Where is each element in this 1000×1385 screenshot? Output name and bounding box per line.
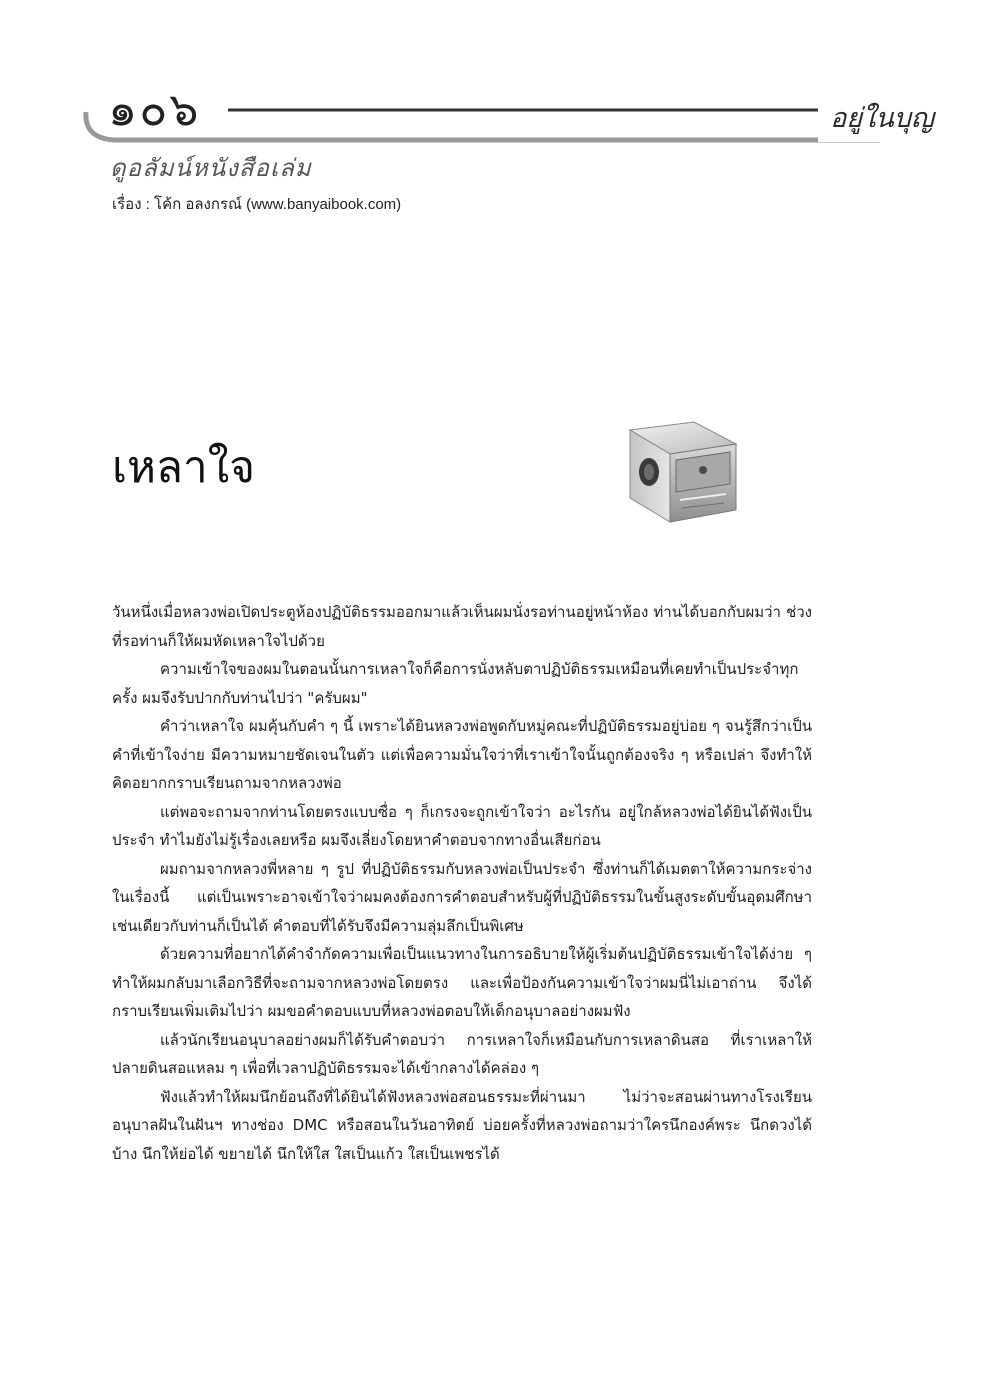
page-header [0,0,1000,213]
article-paragraph: คำว่าเหลาใจ ผมคุ้นกับคำ ๆ นี้ เพราะได้ยินหลวงพ่อพูดกับหมู่คณะที่ปฏิบัติธรรมอยู่บ่อย ๆ จนรู้สึกว่าเป็นคำที่เข้าใจง่าย มีความหมายชัดเจนในตัว แต่เพื่อความมั่นใจว่าที่เราเข้าใจนั้นถูกต้องจริง ๆ หรือเปล่า จึงทำให้คิดอยากกราบเรียนถามจากหลวงพ่อ [112,717,812,792]
article-paragraph: ความเข้าใจของผมในตอนนั้นการเหลาใจก็คือการนั่งหลับตาปฏิบัติธรรมเหมือนที่เคยทำเป็นประจำทุกครั้ง ผมจึงรับปากกับท่านไปว่า "ครับผม" [112,660,799,707]
article-paragraph: วันหนึ่งเมื่อหลวงพ่อเปิดประตูห้องปฏิบัติธรรมออกมาแล้วเห็นผมนั่งรอท่านอยู่หน้าห้อง ท่านได้บอกกับผมว่า ช่วงที่รอท่านก็ให้ผมหัดเหลาใจไปด้วย [112,603,812,650]
magazine-logo: อยู่ในบุญ [818,96,946,142]
article-paragraph: แต่พอจะถามจากท่านโดยตรงแบบซื่อ ๆ ก็เกรงจะถูกเข้าใจว่า อะไรกัน อยู่ใกล้หลวงพ่อได้ยินได้ฟังเป็นประจำ ทำไมยังไม่รู้เรื่องเลยหรือ ผมจึงเลี่ยงโดยหาคำตอบจากทางอื่นเสียก่อน [112,802,812,849]
page-number: ๑๐๖ [108,82,201,136]
article-body [112,598,812,1168]
article-title: เหลาใจ [112,442,255,493]
article-paragraph: ฟังแล้วทำให้ผมนึกย้อนถึงที่ได้ยินได้ฟังหลวงพ่อสอนธรรมะที่ผ่านมา ไม่ว่าจะสอนผ่านทางโรงเรียนอนุบาลฝันในฝันฯ ทางช่อง DMC หรือสอนในวันอาทิตย์ บ่อยครั้งที่หลวงพ่อถามว่าใครนึกองค์พระ นึกดวงได้บ้าง นึกให้ย่อได้ ขยายได้ นึกให้ใส ใสเป็นแก้ว ใสเป็นเพชรได้ [112,1087,812,1163]
article-paragraph: แล้วนักเรียนอนุบาลอย่างผมก็ได้รับคำตอบว่า การเหลาใจก็เหมือนกับการเหลาดินสอ ที่เราเหลาให้ปลายดินสอแหลม ๆ เพื่อที่เวลาปฏิบัติธรรมจะได้เข้ากลางได้คล่อง ๆ [112,1030,812,1077]
article-paragraph: ด้วยความที่อยากได้คำจำกัดความเพื่อเป็นแนวทางในการอธิบายให้ผู้เริ่มต้นปฏิบัติธรรมเข้าใจได้ง่าย ๆ ทำให้ผมกลับมาเลือกวิธีที่จะถามจากหลวงพ่อโดยตรง และเพื่อป้องกันความเข้าใจว่าผมนี่ไม่เอาถ่าน จึงได้กราบเรียนเพิ่มเติมไปว่า ผมขอคำตอบแบบที่หลวงพ่อตอบให้เด็กอนุบาลอย่างผมฟัง [112,945,812,1020]
article-paragraph: ผมถามจากหลวงพี่หลาย ๆ รูป ที่ปฏิบัติธรรมกับหลวงพ่อเป็นประจำ ซึ่งท่านก็ได้เมตตาให้ความกระจ่างในเรื่องนี้ แต่เป็นเพราะอาจเข้าใจว่าผมคงต้องการคำตอบสำหรับผู้ที่ปฏิบัติธรรมในขั้นสูงระดับขั้นอุดมศึกษาเช่นเดียวกับท่านก็เป็นได้ คำตอบที่ได้รับจึงมีความลุ่มลึกเป็นพิเศษ [112,859,812,935]
pencil-sharpener-image [624,418,742,530]
byline: เรื่อง : โค้ก อลงกรณ์ (www.banyaibook.com) [112,196,402,213]
column-title: ดูอลัมน์หนังสือเล่ม [110,154,312,182]
